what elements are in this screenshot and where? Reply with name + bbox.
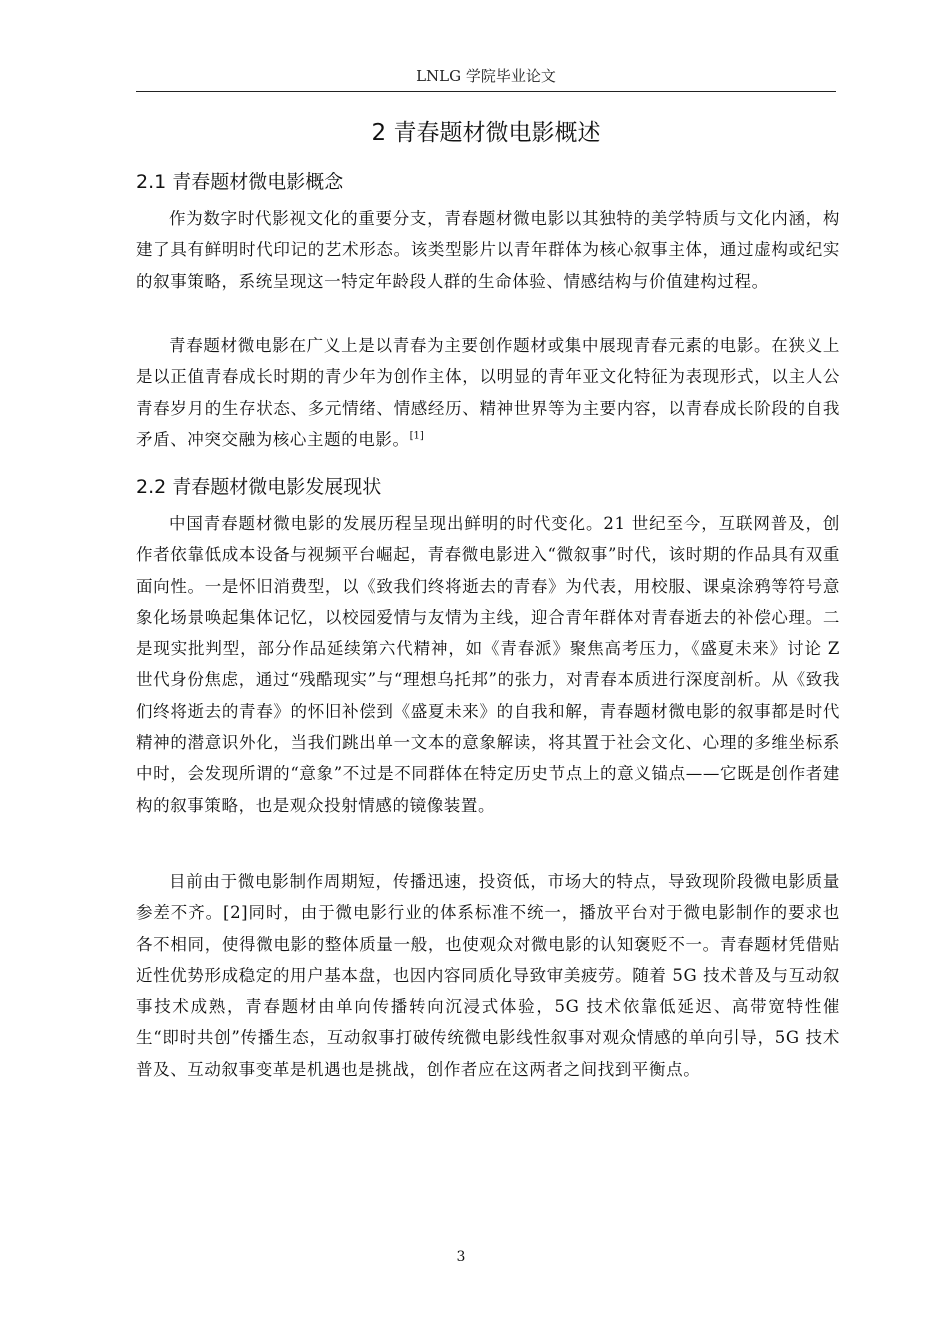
section-title-2-2: 2.2 青春题材微电影发展现状	[136, 476, 382, 498]
citation-marker: [1]	[409, 430, 424, 442]
chapter-title: 2 青春题材微电影概述	[371, 120, 601, 146]
section-2-1-paragraph-1: 作为数字时代影视文化的重要分支，青春题材微电影以其独特的美学特质与文化内涵，构建了具有鲜明时代印记的艺术形态。该类型影片以青年群体为核心叙事主体，通过虚构或纪实的叙事策略，系统呈现这一特定年龄段人群的生命体验、情感结构与价值建构过程。	[136, 209, 840, 291]
section-2-1-paragraph-2	[136, 330, 840, 455]
page-header: LNLG 学院毕业论文	[416, 67, 556, 85]
section-title-2-1: 2.1 青春题材微电影概念	[136, 171, 344, 193]
section-2-1-paragraph-2-text: 青春题材微电影在广义上是以青春为主要创作题材或集中展现青春元素的电影。在狭义上是以正值青春成长时期的青少年为创作主体，以明显的青年亚文化特征为表现形式，以主人公青春岁月的生存状态、多元情绪、情感经历、精神世界等为主要内容，以青春成长阶段的自我矛盾、冲突交融为核心主题的电影。	[136, 336, 840, 449]
page-number: 3	[456, 1249, 466, 1265]
section-2-2-paragraph-2: 目前由于微电影制作周期短，传播迅速，投资低，市场大的特点，导致现阶段微电影质量参差不齐。[2]同时，由于微电影行业的体系标准不统一，播放平台对于微电影制作的要求也各不相同，使得微电影的整体质量一般，也使观众对微电影的认知褒贬不一。青春题材凭借贴近性优势形成稳定的用户基本盘，也因内容同质化导致审美疲劳。随着 5G 技术普及与互动叙事技术成熟，青春题材由单向传播转向沉浸式体验，5G 技术依靠低延迟、高带宽特性催生“即时共创”传播生态，互动叙事打破传统微电影线性叙事对观众情感的单向引导，5G 技术普及、互动叙事变革是机遇也是挑战，创作者应在这两者之间找到平衡点。	[136, 872, 840, 1079]
header-rule	[136, 91, 836, 92]
section-2-2-paragraph-1: 中国青春题材微电影的发展历程呈现出鲜明的时代变化。21 世纪至今，互联网普及，创作者依靠低成本设备与视频平台崛起，青春微电影进入“微叙事”时代，该时期的作品具有双重面向性。一是怀旧消费型，以《致我们终将逝去的青春》为代表，用校服、课桌涂鸦等符号意象化场景唤起集体记忆，以校园爱情与友情为主线，迎合青年群体对青春逝去的补偿心理。二是现实批判型，部分作品延续第六代精神，如《青春派》聚焦高考压力，《盛夏未来》讨论 Z 世代身份焦虑，通过“残酷现实”与“理想乌托邦”的张力，对青春本质进行深度剖析。从《致我们终将逝去的青春》的怀旧补偿到《盛夏未来》的自我和解，青春题材微电影的叙事都是时代精神的潜意识外化，当我们跳出单一文本的意象解读，将其置于社会文化、心理的多维坐标系中时，会发现所谓的“意象”不过是不同群体在特定历史节点上的意义锚点——它既是创作者建构的叙事策略，也是观众投射情感的镜像装置。	[136, 514, 840, 815]
